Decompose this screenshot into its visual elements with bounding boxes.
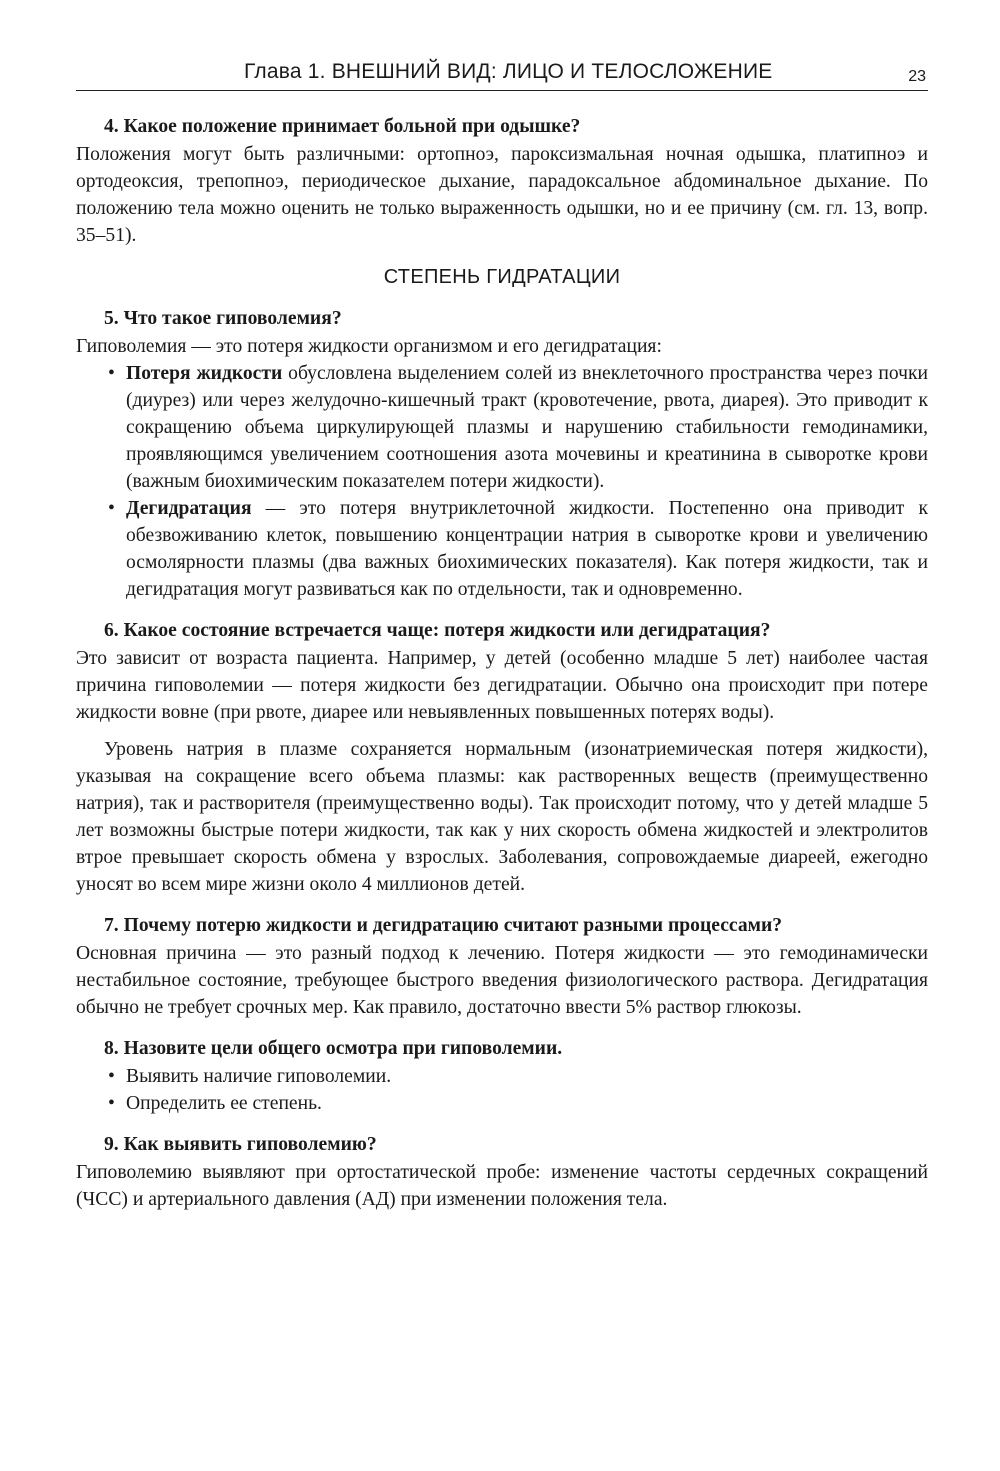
answer-9: Гиповолемию выявляют при ортостатической пробе: изменение частоты сердечных сокращений (ЧСС) и артериального давления (АД) при изменении положения тела. [76, 1162, 928, 1210]
question-9: 9. Как выявить гиповолемию? [104, 1134, 377, 1155]
page-number: 23 [908, 68, 926, 85]
bullet-icon: • [108, 1093, 115, 1114]
list-item-text: Выявить наличие гиповолемии. [126, 1066, 392, 1087]
term-dehydration: Дегидратация [126, 498, 252, 519]
answer-7: Основная причина — это разный подход к лечению. Потеря жидкости — это гемодинамически нестабильное состояние, требующее быстрого введения физиологического раствора. Дегидратация обычно не требует срочных мер. Как правило, достаточно ввести 5% раствор глюкозы. [76, 943, 928, 1018]
answer-6-paragraph-2: Уровень натрия в плазме сохраняется нормальным (изонатриемическая потеря жидкости), указывая на сокращение всего объема плазмы: как растворенных веществ (преимущественно натрия), так и растворителя (преимущественно воды). Так происходит потому, что у детей младше 5 лет возможны быстрые потери жидкости, так как у них скорость обмена жидкостей и электролитов втрое превышает скорость обмена у взрослых. Заболевания, сопровождаемые диареей, ежегодно уносят во всем мире жизни около 4 миллионов детей. [76, 739, 928, 895]
question-6: 6. Какое состояние встречается чаще: потеря жидкости или дегидратация? [104, 620, 771, 641]
list-item [76, 495, 928, 603]
answer-4: Положения могут быть различными: ортопноэ, пароксизмальная ночная одышка, платипноэ и ортодеоксия, трепопноэ, периодическое дыхание, парадоксальное абдоминальное дыхание. По положению тела можно оценить не только выраженность одышки, но и ее причину (см. гл. 13, вопр. 35–51). [76, 144, 928, 246]
answer-6-paragraph-1: Это зависит от возраста пациента. Например, у детей (особенно младше 5 лет) наиболее частая причина гиповолемии — потеря жидкости без дегидратации. Обычно она происходит при потере жидкости вовне (при рвоте, диарее или невыявленных повышенных потерях воды). [76, 648, 928, 723]
bullet-icon: • [108, 363, 115, 384]
term-dehydration-text: — это потеря внутриклеточной жидкости. Постепенно она приводит к обезвоживанию клеток, повышению концентрации натрия в сыворотке крови и увеличению осмолярности плазмы (два важных биохимических показателя). Как потеря жидкости, так и дегидратация могут развиваться как по отдельности, так и одновременно. [126, 498, 928, 600]
answer-5-list [76, 360, 928, 603]
list-item [76, 360, 928, 495]
question-5: 5. Что такое гиповолемия? [104, 308, 342, 329]
question-4: 4. Какое положение принимает больной при одышке? [104, 116, 581, 137]
list-item-text: Определить ее степень. [126, 1093, 322, 1114]
question-7: 7. Почему потерю жидкости и дегидратацию считают разными процессами? [104, 915, 783, 936]
running-header [76, 56, 928, 91]
question-8: 8. Назовите цели общего осмотра при гиповолемии. [104, 1038, 563, 1059]
section-heading: СТЕПЕНЬ ГИДРАТАЦИИ [383, 266, 621, 288]
term-fluid-loss: Потеря жидкости [126, 363, 283, 384]
list-item [76, 1063, 928, 1090]
bullet-icon: • [108, 1066, 115, 1087]
list-item [76, 1090, 928, 1117]
answer-8-list [76, 1063, 928, 1117]
term-fluid-loss-text: обусловлена выделением солей из внеклеточного пространства через почки (диурез) или через желудочно-кишечный тракт (кровотечение, рвота, диарея). Это приводит к сокращению объема циркулирующей плазмы и нарушению стабильности гемодинамики, проявляющимся увеличением соотношения азота мочевины и креатинина в сыворотке крови (важным биохимическим показателем потери жидкости). [126, 363, 928, 492]
bullet-icon: • [108, 498, 115, 519]
chapter-title: Глава 1. ВНЕШНИЙ ВИД: ЛИЦО И ТЕЛОСЛОЖЕНИЕ [244, 60, 773, 83]
answer-5-intro: Гиповолемия — это потеря жидкости организмом и его дегидратация: [76, 336, 662, 357]
page-body [76, 113, 928, 1213]
